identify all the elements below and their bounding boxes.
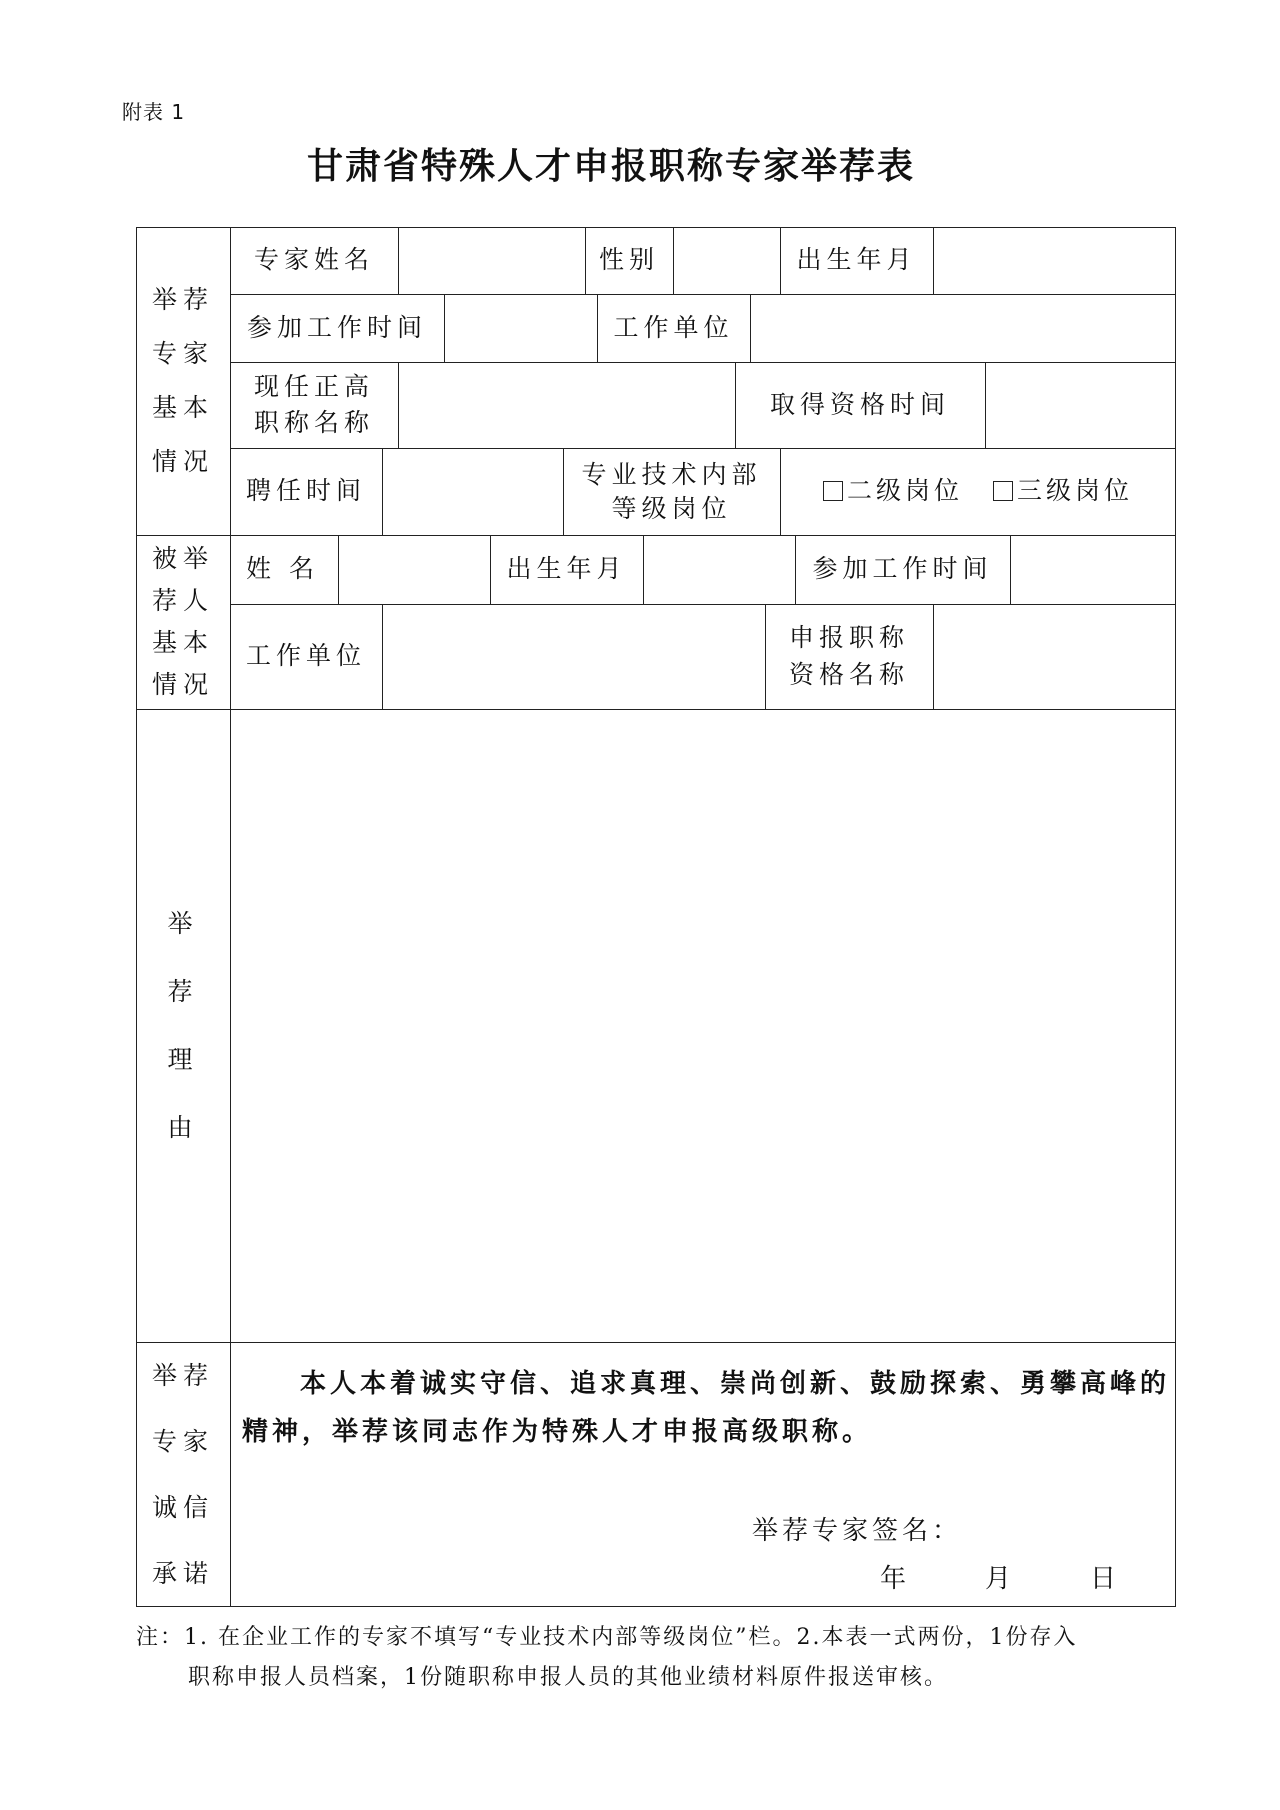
candidate-work-start-field[interactable]	[1010, 535, 1176, 604]
pledge-text: 本人本着诚实守信、追求真理、崇尚创新、鼓励探索、勇攀高峰的精神，举荐该同志作为特殊人才申报高级职称。	[242, 1369, 1171, 1447]
candidate-work-start-label: 参加工作时间	[812, 554, 993, 584]
footnote-line: 注：1. 在企业工作的专家不填写“专业技术内部等级岗位”栏。2.本表一式两份，1份存入	[136, 1625, 1078, 1650]
date-month-label: 月	[985, 1564, 1012, 1594]
expert-employer-label: 工作单位	[613, 312, 734, 342]
footnote	[136, 1618, 1176, 1698]
checkbox-icon[interactable]	[993, 481, 1013, 501]
candidate-birth-label: 出生年月	[506, 554, 627, 584]
recommendation-reason-field[interactable]	[230, 709, 1176, 1342]
grade-option-level-2[interactable]: 二级岗位	[823, 473, 963, 509]
candidate-name-field[interactable]	[338, 535, 490, 604]
pledge-section-label: 举荐 专家 诚信 承诺	[151, 1360, 214, 1588]
grade-option-level-3[interactable]: 三级岗位	[993, 473, 1133, 509]
candidate-employer-label: 工作单位	[245, 641, 366, 671]
date-day-label: 日	[1090, 1564, 1117, 1594]
footnote-line: 职称申报人员档案，1份随职称申报人员的其他业绩材料原件报送审核。	[188, 1665, 948, 1690]
expert-info-section-label: 举荐 专家 基本 情况	[151, 285, 214, 476]
expert-employer-field[interactable]	[750, 294, 1176, 362]
expert-title-field[interactable]	[398, 362, 735, 448]
expert-work-start-field[interactable]	[444, 294, 597, 362]
expert-birth-field[interactable]	[933, 227, 1176, 294]
expert-name-label: 专家姓名	[253, 245, 374, 275]
expert-gender-field[interactable]	[673, 227, 780, 294]
expert-title-label: 现任正高 职称名称	[253, 371, 374, 437]
candidate-employer-field[interactable]	[382, 604, 765, 709]
expert-name-field[interactable]	[398, 227, 585, 294]
expert-appoint-time-field[interactable]	[382, 448, 563, 535]
annex-label: 附表 1	[122, 100, 186, 124]
expert-grade-label: 专业技术内部 等级岗位	[581, 459, 762, 523]
checkbox-icon[interactable]	[823, 481, 843, 501]
section-divider	[136, 1342, 1176, 1343]
expert-qualification-time-field[interactable]	[985, 362, 1176, 448]
candidate-apply-title-field[interactable]	[933, 604, 1176, 709]
candidate-name-label: 姓 名	[246, 554, 319, 584]
expert-qualification-time-label: 取得资格时间	[769, 389, 950, 419]
candidate-birth-field[interactable]	[643, 535, 795, 604]
signature-label: 举荐专家签名：	[752, 1516, 963, 1546]
candidate-apply-title-label: 申报职称 资格名称	[788, 623, 909, 689]
expert-birth-label: 出生年月	[796, 245, 917, 275]
reason-section-label: 举 荐 理 由	[167, 908, 199, 1142]
expert-gender-label: 性别	[598, 245, 659, 275]
candidate-info-section-label: 被举 荐人 基本 情况	[151, 544, 214, 699]
date-year-label: 年	[880, 1564, 907, 1594]
expert-appoint-time-label: 聘任时间	[245, 476, 366, 506]
expert-work-start-label: 参加工作时间	[246, 312, 427, 342]
form-title: 甘肃省特殊人才申报职称专家举荐表	[306, 146, 915, 187]
expert-grade-options	[780, 448, 1176, 535]
